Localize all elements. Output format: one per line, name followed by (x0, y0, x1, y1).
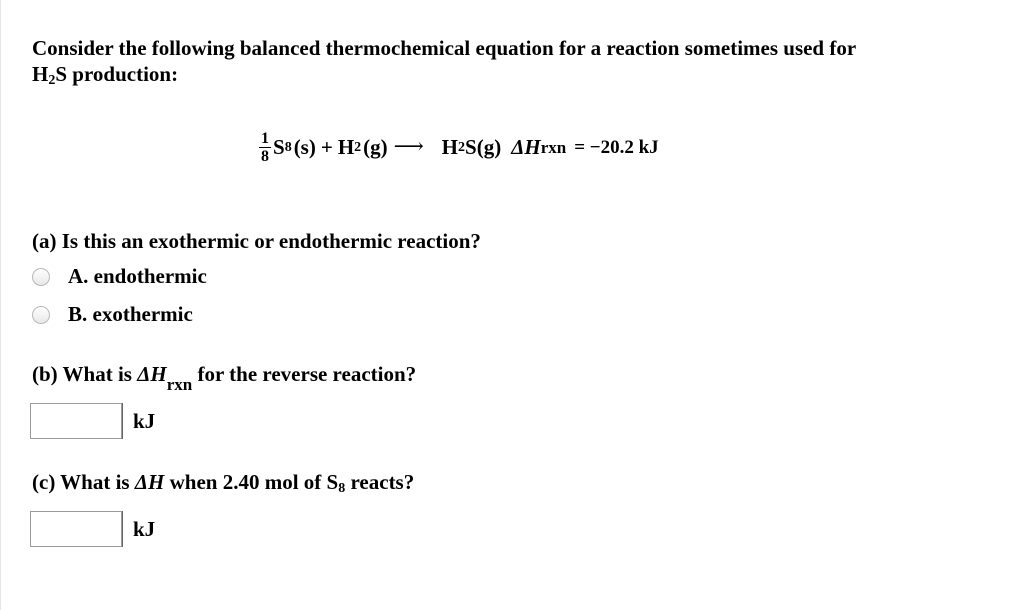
fraction-denominator: 8 (261, 148, 269, 165)
thermochemical-equation: $\frac{1}{8}$ S 8 (s) + H 2 (g) ⟶ H 2 S(g) ΔH rxn = −20.2 kJ (261, 130, 659, 165)
intro-suffix: S production: (55, 62, 179, 86)
delta-h-symbol: ΔH (511, 135, 541, 159)
answer-row-c (30, 511, 155, 547)
radio-button-b[interactable] (32, 306, 50, 324)
option-a-label: A. endothermic (68, 264, 207, 288)
unit-label-c: kJ (122, 511, 155, 547)
h2s-sub: 2 (48, 73, 56, 88)
question-b-prefix: (b) What is (32, 362, 138, 386)
question-c (32, 470, 414, 495)
fraction-numerator: 1 (261, 130, 269, 147)
h2-state: (g) (363, 135, 388, 159)
question-c-s8-sub: 8 (338, 481, 346, 496)
option-b-exothermic[interactable] (32, 302, 193, 327)
answer-input-c[interactable] (30, 511, 122, 547)
option-a-endothermic[interactable] (32, 264, 207, 289)
h2s-h: H (32, 62, 49, 86)
enthalpy-value: = −20.2 kJ (574, 136, 659, 158)
answer-input-b[interactable] (30, 403, 122, 439)
question-b-delta-h: ΔH (137, 362, 167, 386)
option-b-label: B. exothermic (68, 302, 193, 326)
intro-line-1: Consider the following balanced thermochemical equation for a reaction sometimes used for (32, 36, 857, 60)
product-s-state: S(g) (465, 135, 502, 159)
s8-state: (s) (293, 135, 316, 159)
answer-row-b (30, 403, 155, 439)
question-c-suffix: reacts? (345, 470, 415, 494)
unit-label-b: kJ (122, 403, 155, 439)
question-c-prefix: (c) What is (32, 470, 135, 494)
radio-button-a[interactable] (32, 268, 50, 286)
question-b (32, 362, 417, 394)
reaction-arrow: ⟶ (393, 134, 424, 158)
h2-symbol: H (337, 135, 355, 159)
question-a: (a) Is this an exothermic or endothermic reaction? (32, 229, 481, 253)
question-c-middle: when 2.40 mol of S (164, 470, 339, 494)
fraction-one-eighth (259, 130, 271, 165)
plus-sign: + (320, 135, 333, 159)
product-h: H (441, 135, 459, 159)
question-b-suffix: for the reverse reaction? (192, 362, 417, 386)
intro-line-2 (32, 62, 178, 87)
s8-symbol: S (273, 135, 285, 159)
question-c-delta-h: ΔH (134, 470, 165, 494)
question-b-rxn: rxn (166, 375, 193, 394)
